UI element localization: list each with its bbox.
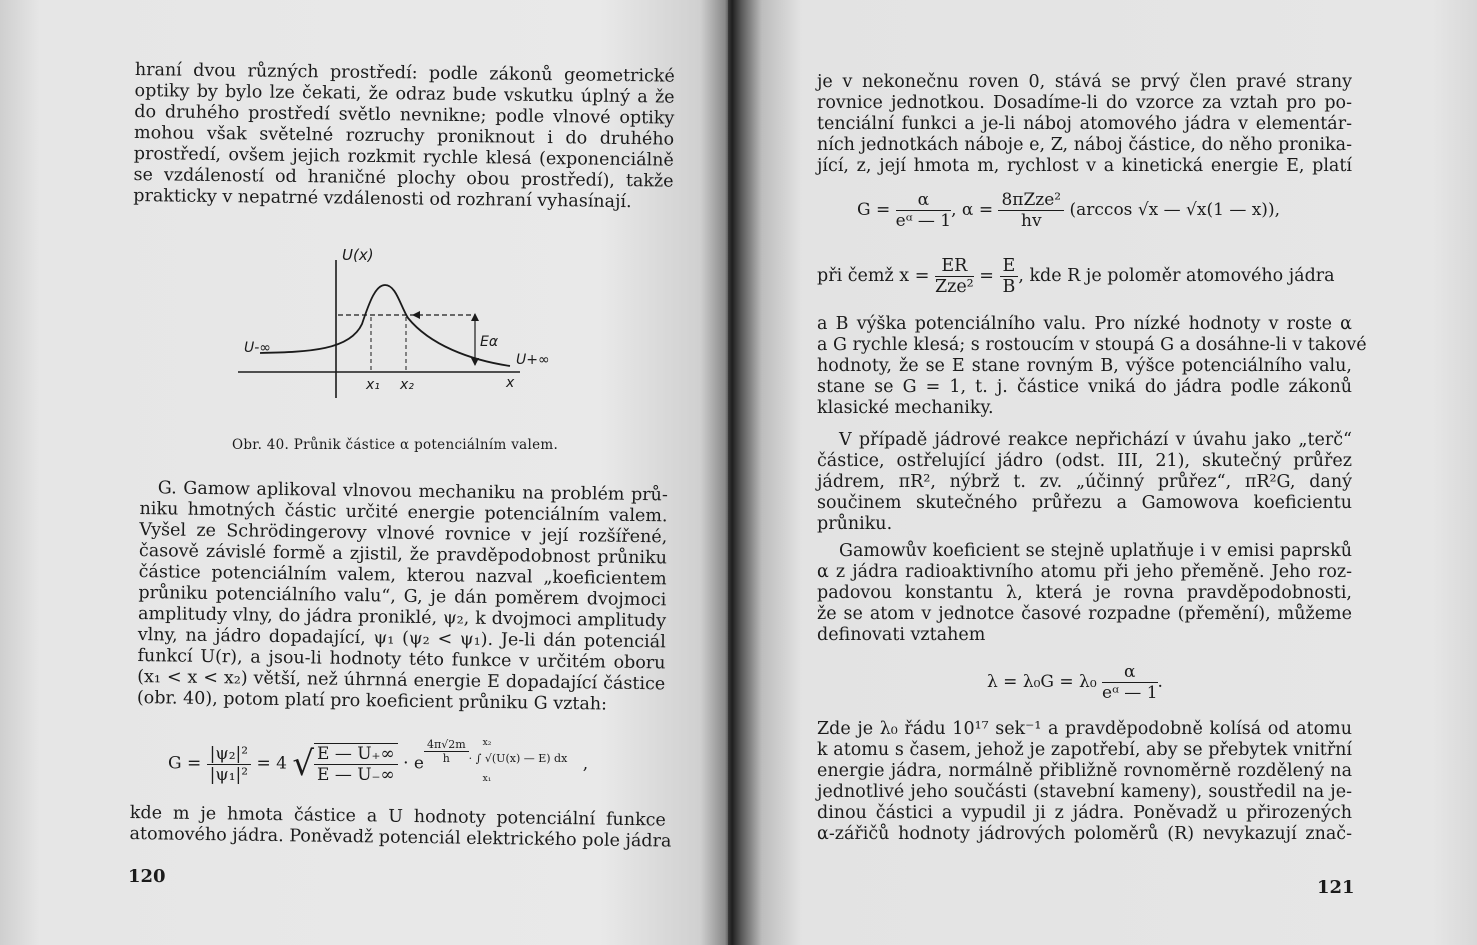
text-line: G. Gamow aplikoval vlnovou mechaniku na problém prů- <box>157 478 668 506</box>
amplitude-ratio <box>207 744 251 785</box>
integral-expression: · ∫ √(U(x) — E) dx <box>468 752 568 765</box>
exp-base: · e <box>403 753 424 774</box>
text-line: k atomu s časem, jehož je zapotřebí, aby se přebytek vnitřní <box>817 740 1352 760</box>
text-line: se vzdáleností od hraničné plochy obou prostředí), takže <box>133 164 674 192</box>
left-page <box>0 0 732 945</box>
text-line: jednotlivé jeho součásti (stavební kameny), soustředil na je- <box>817 782 1352 802</box>
text-line: optiky by bylo lze čekati, že odraz bude vskutku úplný a že <box>134 80 675 108</box>
left-paragraph-3 <box>129 803 672 852</box>
text-line: průniku potenciálního valu“, G, je dán poměrem dvojmoci <box>138 582 667 611</box>
text-line: součinem skutečného průřezu a Gamowova koeficientu <box>817 493 1352 513</box>
right-paragraph-2 <box>817 314 1367 419</box>
text-line: definovati vztahem <box>817 625 986 645</box>
text-line: (x₁ < x < x₂) větší, než úhrnná energie E dopadající částice <box>137 666 666 695</box>
right-page <box>732 0 1477 945</box>
text-line: částice potenciálním valem, kterou nazval „koeficientem <box>138 561 667 590</box>
er-numerator: ER <box>935 256 974 277</box>
lambda-fraction <box>1102 662 1157 703</box>
left-paragraph-1 <box>133 60 675 214</box>
text-line: a G rychle klesá; s rostoucím v stoupá G a dosáhne-li v takové <box>817 335 1367 355</box>
eb-numerator: E <box>1000 256 1019 277</box>
text-line: hraní dvou různých prostředí: podle zákonů geometrické <box>134 60 675 87</box>
lambda-dot: . <box>1157 672 1163 692</box>
x-suffix: , kde R je poloměr atomového jádra <box>1018 266 1335 286</box>
gamow-factor-formula <box>857 190 1280 231</box>
x-definition-line <box>817 256 1335 297</box>
text-line: je v nekonečnu roven 0, stává se prvý člen pravé strany <box>817 72 1352 92</box>
formula-comma: , <box>582 753 589 774</box>
eb-fraction <box>1000 256 1019 297</box>
text-line: (obr. 40), potom platí pro koeficient průniku G vztah: <box>136 687 608 715</box>
exponent-fraction <box>424 738 469 765</box>
potential-curve <box>260 285 510 366</box>
right-paragraph-5 <box>817 719 1352 845</box>
text-line: hodnoty, že se E stane rovným B, výšce potenciálního valu, <box>817 356 1352 376</box>
text-line: částice, ostřelující jádro (odst. III, 21), skutečný průřez <box>817 451 1352 471</box>
g-lhs: G = <box>857 200 891 220</box>
text-line: klasické mechaniky. <box>817 398 994 418</box>
x-prefix: při čemž x = <box>817 266 930 286</box>
transmission-formula <box>168 738 588 785</box>
x2-label: x₂ <box>400 377 414 393</box>
arccos-term: (arccos √x — √x(1 — x)), <box>1069 200 1280 220</box>
lambda-lhs: λ = λ₀G = λ₀ <box>987 672 1097 692</box>
exponent-denominator: h <box>442 752 450 765</box>
eb-denominator: B <box>1002 277 1016 297</box>
right-paragraph-1 <box>817 72 1352 177</box>
text-line: rovnice jednotkou. Dosadíme-li do vzorce za vztah pro po- <box>817 93 1352 113</box>
text-line: niku hmotných částic určité energie potenciálním valem. <box>139 498 668 527</box>
figure-caption: Obr. 40. Průnik částice α potenciálním valem. <box>232 437 559 453</box>
text-line: ních jednotkách náboje e, Z, náboj částice, do něho pronika- <box>817 135 1352 155</box>
text-line: kde m je hmota částice a U hodnoty potenciální funkce <box>129 803 666 831</box>
text-line: dinou částici a vypudil ji z jádra. Poněvadž u přirozených <box>817 803 1352 823</box>
integral-lower-limit: x₁ <box>482 774 492 784</box>
x-axis-label: x <box>506 375 515 391</box>
left-page-number: 120 <box>128 866 166 887</box>
text-line: V případě jádrové reakce nepřichází v úvahu jako „terč“ <box>839 430 1352 450</box>
alpha-numerator: 8πZze² <box>998 190 1064 211</box>
text-line: stane se G = 1, t. j. částice vniká do jádra podle zákonů <box>817 377 1352 397</box>
alpha-denominator: hv <box>1021 211 1042 231</box>
root-fraction <box>314 743 398 785</box>
text-line: prostředí, ovšem jejich rozkmit rychle klesá (exponenciálně <box>133 143 674 171</box>
left-paragraph-2 <box>137 478 668 716</box>
lambda-numerator: α <box>1102 662 1157 683</box>
text-line: amplitudy vlny, do jádra proniklé, ψ₂, k dvojmoci amplitudy <box>137 603 667 632</box>
y-axis-label: U(x) <box>342 246 374 264</box>
text-line: padovou konstantu λ, která je rovna pravděpodobnosti, <box>817 583 1352 603</box>
text-line: do druhého prostředí světlo nevnikne; podle vlnové optiky <box>134 101 675 129</box>
text-line: funkcí U(r), a jsou-li hodnoty této funkce v určitém oboru <box>137 645 666 674</box>
ratio-numerator: |ψ₂|² <box>207 744 251 765</box>
integral-upper-limit: x₂ <box>482 738 492 748</box>
energy-label: Eα <box>480 334 499 350</box>
text-line: atomového jádra. Poněvadž potenciál elektrického pole jádra <box>129 823 672 852</box>
er-denominator: Zze² <box>934 277 974 297</box>
text-line: tenciální funkci a je-li náboj atomového jádra v elementár- <box>817 114 1352 134</box>
g-denominator: eᵅ — 1 <box>895 211 952 231</box>
x-eq: = <box>979 266 994 286</box>
formula-eq: = 4 <box>256 753 287 774</box>
root-sign: √ <box>292 744 315 785</box>
g-numerator: α <box>896 190 951 211</box>
text-line: prakticky v nepatrné vzdálenosti od rozhraní vyhasínají. <box>133 185 632 213</box>
ratio-denominator: |ψ₁|² <box>209 764 249 785</box>
text-line: jící, z, její hmota m, rychlost v a kinetická energie E, platí <box>817 156 1352 176</box>
text-line: že se atom v jednotce časové rozpadne (přemění), můžeme <box>817 604 1352 624</box>
text-line: jádrem, πR², nýbrž t. zv. „účinný průřez“, πR²G, daný <box>817 472 1352 492</box>
text-line: energie jádra, normálně přibližně rovnoměrně rozdělený na <box>817 761 1352 781</box>
g-fraction <box>896 190 951 231</box>
right-paragraph-4 <box>817 541 1352 646</box>
energy-down-arrow <box>471 358 479 366</box>
x1-label: x₁ <box>366 377 380 393</box>
text-line: α-zářičů hodnoty jádrových poloměrů (R) nevykazují znač- <box>817 824 1352 844</box>
lambda-denominator: eᵅ — 1 <box>1102 683 1158 703</box>
text-line: průniku. <box>817 514 893 534</box>
decay-constant-formula <box>987 662 1163 703</box>
er-fraction <box>935 256 974 297</box>
text-line: časově závislé formě a zjistil, že pravděpodobnost průniku <box>138 540 668 569</box>
text-line: α z jádra radioaktivního atomu při jeho přeměně. Jeho roz- <box>817 562 1352 582</box>
text-line: Zde je λ₀ řádu 10¹⁷ sek⁻¹ a pravděpodobně kolísá od atomu <box>817 719 1352 739</box>
root-denominator: E — U₋∞ <box>317 765 395 786</box>
text-line: vlny, na jádro dopadající, ψ₁ (ψ₂ < ψ₁). Je-li dán potenciál <box>137 624 666 653</box>
root-numerator: E — U₊∞ <box>314 744 398 765</box>
formula-lhs: G = <box>168 753 202 774</box>
exponent-numerator: 4π√2m <box>424 738 469 752</box>
integral-part <box>468 738 568 784</box>
text-line: a B výška potenciálního valu. Pro nízké hodnoty v roste α <box>817 314 1352 334</box>
energy-up-arrow <box>471 313 479 321</box>
u-minus-infinity-label: U-∞ <box>244 340 271 356</box>
energy-arrow-head <box>412 311 420 319</box>
right-paragraph-3 <box>817 430 1352 535</box>
text-line: Vyšel ze Schrödingerovy vlnové rovnice v její rozšířené, <box>139 519 668 548</box>
u-plus-infinity-label: U+∞ <box>516 352 550 368</box>
text-line: mohou však světelné rozruchy proniknout i do druhého <box>133 122 675 150</box>
right-page-number: 121 <box>1317 877 1355 898</box>
potential-barrier-figure <box>230 240 570 405</box>
alpha-eq: , α = <box>951 200 994 220</box>
alpha-fraction <box>998 190 1064 231</box>
text-line: Gamowův koeficient se stejně uplatňuje i v emisi paprsků <box>839 541 1352 561</box>
